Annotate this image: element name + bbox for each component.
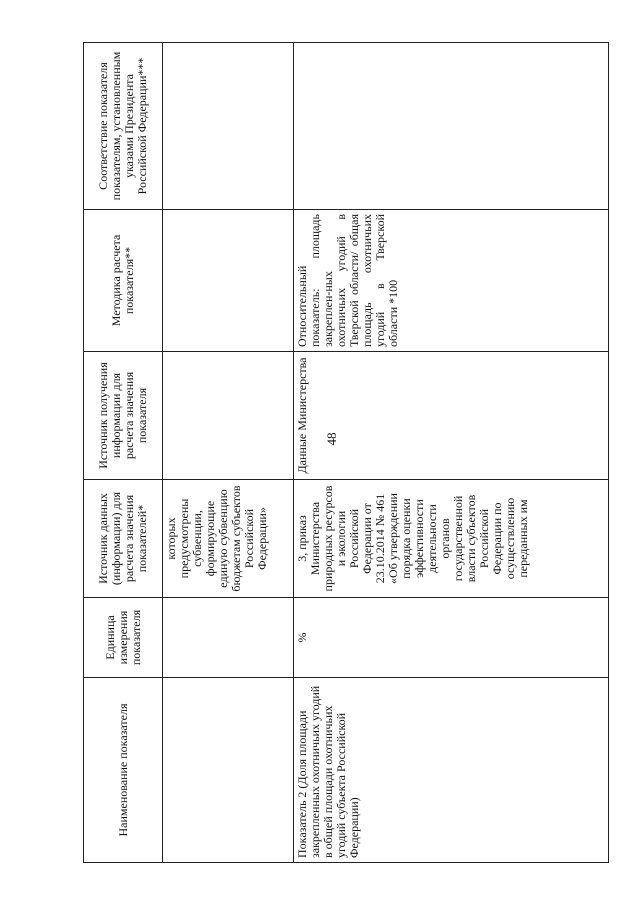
header-method: Методика расчета показателя** (84, 210, 163, 352)
row2-compliance (294, 43, 609, 210)
page-number: 48 (324, 432, 339, 446)
header-compliance: Соответствие показателя показателям, установленным указами Президента Российской Федерации*** (84, 43, 163, 210)
header-name: Наименование показателя (84, 678, 163, 863)
row1-source-data: которых предусмотрены субвенции, формирующие единую субвенцию бюджетам субъектов Российской Федерации» (163, 480, 294, 598)
row1-compliance (163, 43, 294, 210)
row1-source-info (163, 352, 294, 480)
header-unit: Единица измерения показателя (84, 598, 163, 678)
row1-unit (163, 598, 294, 678)
row2-name: Показатель 2 (Доля площади закрепленных охотничьих угодий в общей площади охотничьих угодий субъекта Российской Федерации) (294, 678, 609, 863)
row2-unit: % (294, 598, 609, 678)
table-header-row (84, 43, 163, 863)
table-row (163, 43, 294, 863)
indicator-table (83, 42, 609, 863)
rotated-page (83, 43, 609, 863)
row2-method: Относительный показатель: площадь закреплен-ных охотничьих угодий в Тверской области/ общая площадь охотничьих угодий в Тверской области *100 (294, 210, 609, 352)
row1-method (163, 210, 294, 352)
table-row (294, 43, 609, 863)
header-source-info: Источник получения информации для расчета значения показателя (84, 352, 163, 480)
header-source-data: Источник данных (информации) для расчета значения показателей* (84, 480, 163, 598)
row1-name (163, 678, 294, 863)
row2-source-info: Данные Министерства (294, 352, 609, 480)
row2-source-data: 3, приказ Министерства природных ресурсов и экологии Российской Федерации от 23.10.2014 № 461 «Об утверждении порядка оценки эффективности деятельности органов государственной власти субъектов Российской Федерации по осуществлению переданных им (294, 480, 609, 598)
